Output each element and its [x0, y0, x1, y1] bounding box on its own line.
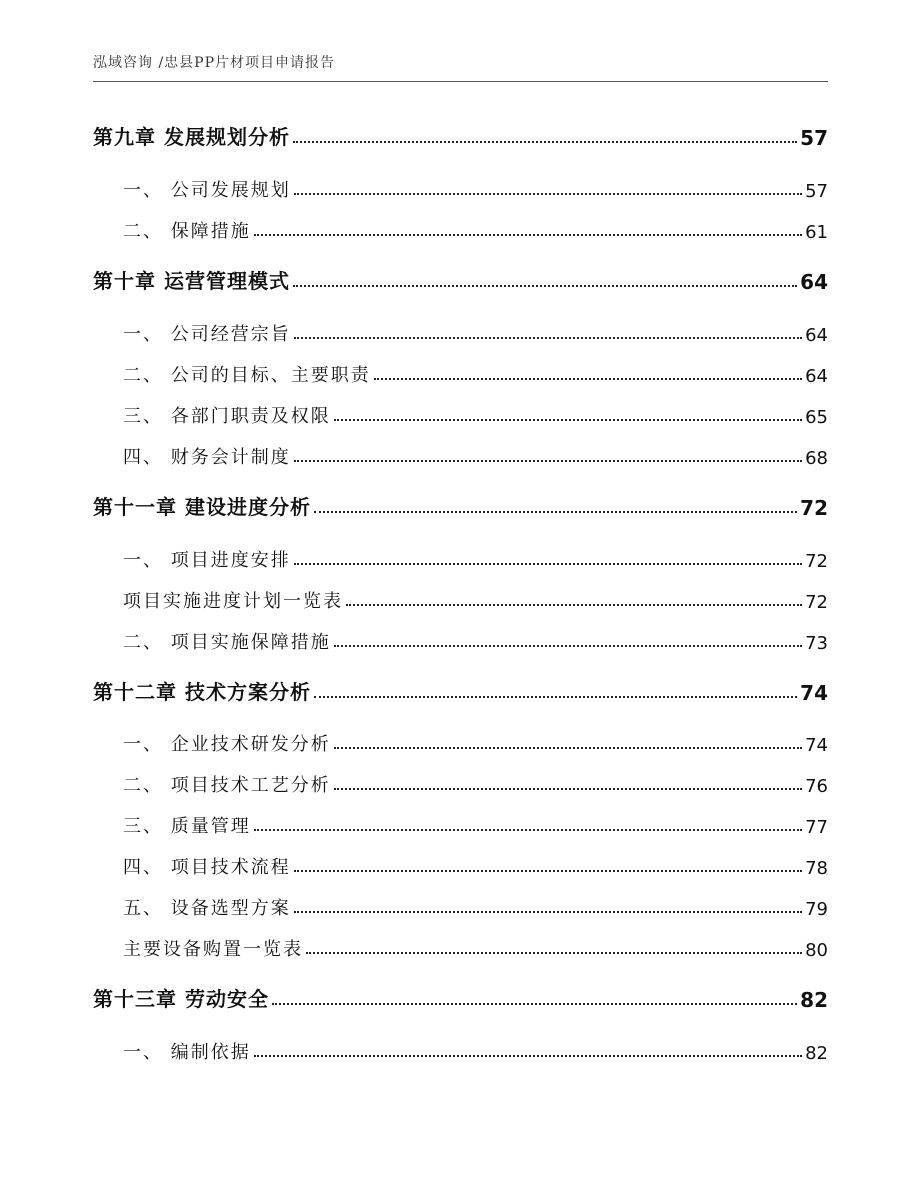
toc-section-entry[interactable]: [93, 808, 828, 838]
toc-dot-leader: [294, 910, 802, 913]
toc-page-number: 80: [805, 940, 828, 961]
toc-entry-label: 二、 项目技术工艺分析: [123, 775, 331, 796]
toc-page-number: 72: [805, 551, 828, 572]
toc-entry-label: 三、 质量管理: [123, 816, 251, 837]
page-header: 泓域咨询 /忠县PP片材项目申请报告: [93, 52, 828, 82]
toc-page-number: 77: [805, 817, 828, 838]
toc-section-entry[interactable]: [93, 439, 828, 469]
toc-entry-label: 主要设备购置一览表: [123, 939, 303, 960]
toc-dot-leader: [374, 377, 802, 380]
toc-dot-leader: [314, 695, 797, 698]
toc-dot-leader: [334, 644, 802, 647]
toc-entry-label: 二、 公司的目标、主要职责: [123, 365, 371, 386]
toc-dot-leader: [293, 140, 797, 143]
toc-page-number: 61: [805, 222, 828, 243]
toc-entry-label: 一、 项目进度安排: [123, 550, 291, 571]
toc-page-number: 74: [805, 735, 828, 756]
toc-dot-leader: [334, 787, 802, 790]
toc-page-number: 79: [805, 899, 828, 920]
toc-page-number: 64: [800, 270, 828, 294]
toc-entry-label: 第九章 发展规划分析: [93, 125, 290, 149]
toc-page-number: 65: [805, 407, 828, 428]
toc-section-entry[interactable]: [93, 316, 828, 346]
toc-page-number: 82: [800, 988, 828, 1012]
toc-dot-leader: [346, 603, 802, 606]
toc-page-number: 82: [805, 1043, 828, 1064]
toc-section-entry[interactable]: [93, 398, 828, 428]
toc-page-number: 68: [805, 448, 828, 469]
toc-entry-label: 项目实施进度计划一览表: [123, 591, 343, 612]
toc-section-entry[interactable]: [93, 931, 828, 961]
toc-entry-label: 第十章 运营管理模式: [93, 269, 290, 293]
toc-dot-leader: [294, 459, 802, 462]
toc-chapter-entry[interactable]: [93, 675, 828, 705]
toc-dot-leader: [294, 192, 802, 195]
toc-dot-leader: [272, 1002, 797, 1005]
toc-dot-leader: [314, 510, 797, 513]
toc-section-entry[interactable]: [93, 1034, 828, 1064]
toc-entry-label: 二、 保障措施: [123, 221, 251, 242]
toc-page-number: 64: [805, 325, 828, 346]
toc-dot-leader: [254, 1054, 802, 1057]
toc-section-entry[interactable]: [93, 542, 828, 572]
toc-dot-leader: [254, 828, 802, 831]
toc-section-entry[interactable]: [93, 849, 828, 879]
toc-chapter-entry[interactable]: [93, 120, 828, 150]
toc-entry-label: 一、 企业技术研发分析: [123, 734, 331, 755]
toc-section-entry[interactable]: [93, 767, 828, 797]
toc-chapter-entry[interactable]: [93, 264, 828, 294]
toc-section-entry[interactable]: [93, 172, 828, 202]
toc-entry-label: 二、 项目实施保障措施: [123, 632, 331, 653]
toc-entry-label: 五、 设备选型方案: [123, 898, 291, 919]
toc-page-number: 57: [800, 126, 828, 150]
toc-entry-label: 第十二章 技术方案分析: [93, 680, 311, 704]
toc-dot-leader: [334, 418, 802, 421]
toc-chapter-entry[interactable]: [93, 982, 828, 1012]
toc-entry-label: 一、 公司经营宗旨: [123, 324, 291, 345]
toc-section-entry[interactable]: [93, 583, 828, 613]
toc-entry-label: 第十一章 建设进度分析: [93, 495, 311, 519]
toc-entry-label: 一、 公司发展规划: [123, 180, 291, 201]
toc-entry-label: 第十三章 劳动安全: [93, 987, 269, 1011]
toc-page-number: 72: [805, 592, 828, 613]
toc-page-number: 76: [805, 776, 828, 797]
toc-entry-label: 四、 财务会计制度: [123, 447, 291, 468]
toc-entry-label: 四、 项目技术流程: [123, 857, 291, 878]
toc-section-entry[interactable]: [93, 213, 828, 243]
toc-section-entry[interactable]: [93, 624, 828, 654]
toc-page-number: 64: [805, 366, 828, 387]
toc-chapter-entry[interactable]: [93, 490, 828, 520]
toc-entry-label: 三、 各部门职责及权限: [123, 406, 331, 427]
toc-dot-leader: [294, 869, 802, 872]
toc-dot-leader: [294, 562, 802, 565]
toc-section-entry[interactable]: [93, 890, 828, 920]
toc-section-entry[interactable]: [93, 726, 828, 756]
toc-dot-leader: [334, 746, 802, 749]
toc-page-number: 78: [805, 858, 828, 879]
toc-page-number: 73: [805, 633, 828, 654]
toc-entry-label: 一、 编制依据: [123, 1042, 251, 1063]
toc-dot-leader: [306, 951, 802, 954]
toc-dot-leader: [254, 233, 802, 236]
toc-page-number: 74: [800, 681, 828, 705]
toc-page-number: 72: [800, 496, 828, 520]
toc-section-entry[interactable]: [93, 357, 828, 387]
toc-page-number: 57: [805, 181, 828, 202]
toc-dot-leader: [294, 336, 802, 339]
toc-dot-leader: [293, 284, 797, 287]
